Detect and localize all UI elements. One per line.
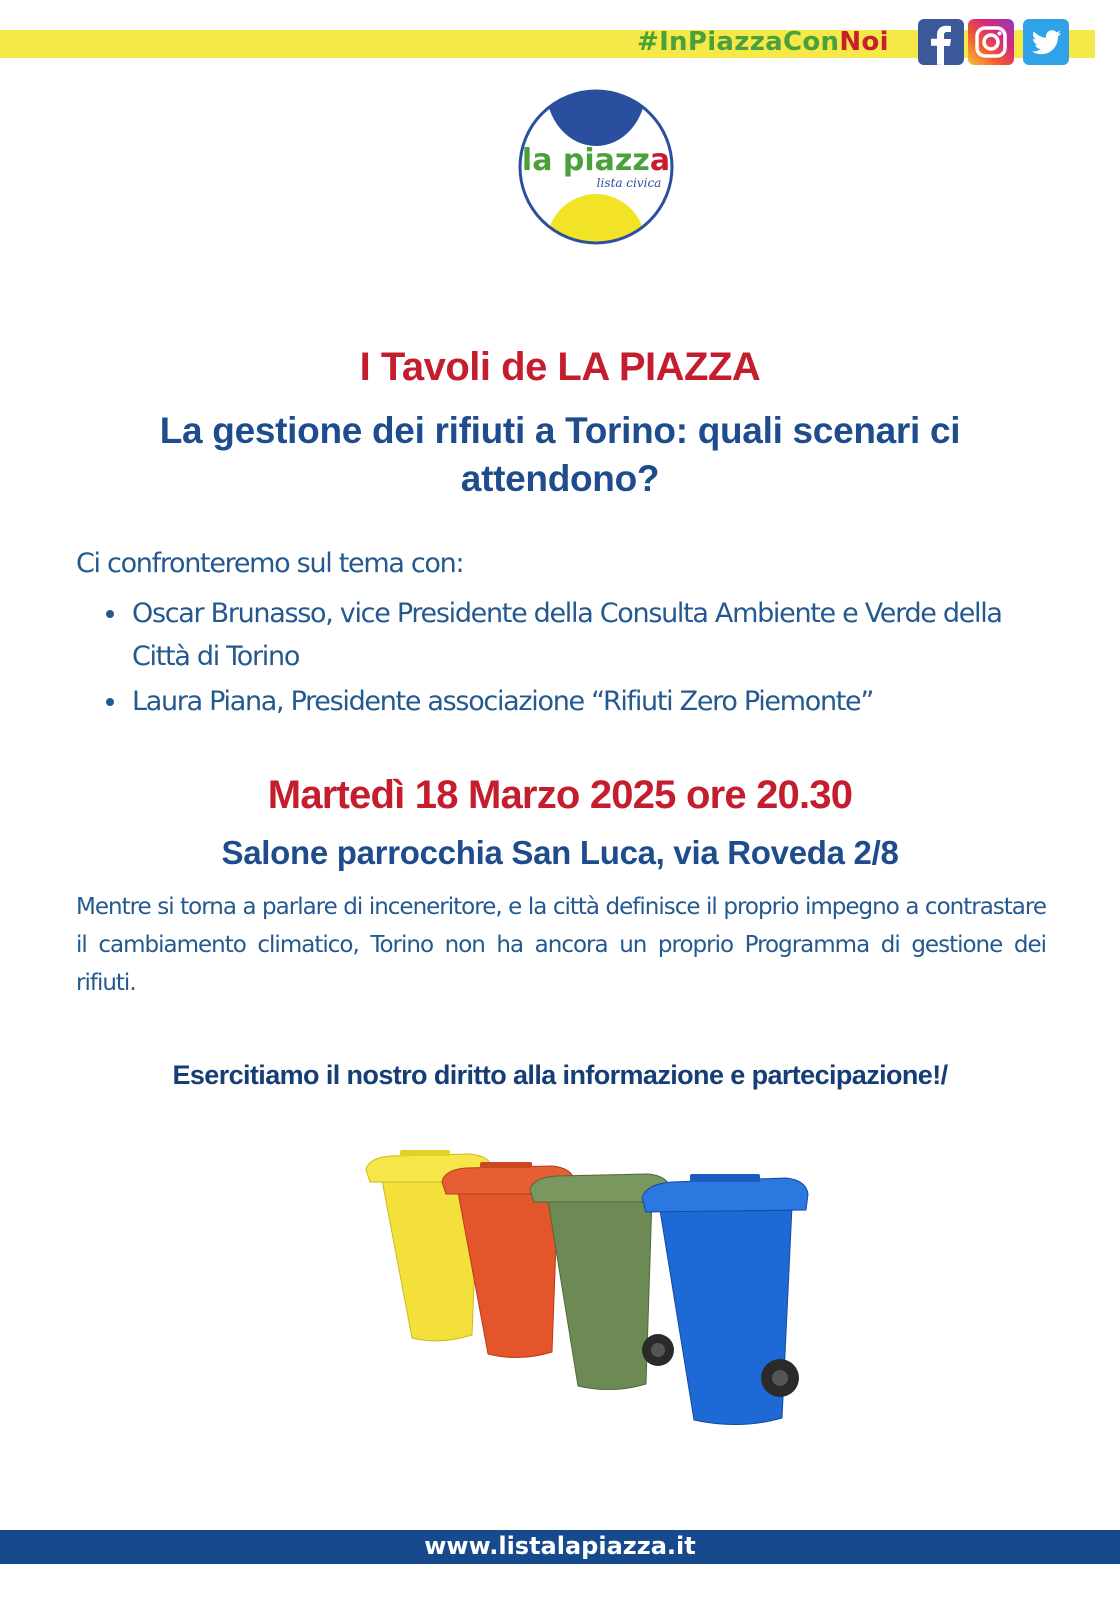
website-link[interactable]: www.listalapiazza.it bbox=[424, 1532, 696, 1560]
call-to-action: Esercitiamo il nostro diritto alla informazione e partecipazione!/ bbox=[172, 1060, 948, 1090]
event-venue: Salone parrocchia San Luca, via Roveda 2/8 bbox=[221, 834, 899, 871]
speaker-item: Laura Piana, Presidente associazione “Rifiuti Zero Piemonte” bbox=[106, 680, 1046, 723]
event-description: Mentre si torna a parlare di inceneritore, e la città definisce il proprio impegno a contrastare il cambiamento climatico, Torino non ha ancora un proprio Programma di gestione dei rifiuti. bbox=[76, 894, 1046, 996]
speaker-item: Oscar Brunasso, vice Presidente della Consulta Ambiente e Verde della Città di Torino bbox=[106, 592, 1046, 678]
topic-line-2: attendono? bbox=[460, 458, 660, 499]
topic-line-1: La gestione dei rifiuti a Torino: quali scenari ci bbox=[159, 410, 961, 451]
recycling-bins-image bbox=[360, 1140, 820, 1450]
hashtag-accent: Noi bbox=[839, 27, 889, 57]
topic-title bbox=[0, 407, 1120, 503]
facebook-icon[interactable] bbox=[918, 19, 964, 65]
instagram-icon[interactable] bbox=[968, 19, 1014, 65]
svg-text:la piazza: la piazza bbox=[521, 143, 671, 178]
intro-text: Ci confronteremo sul tema con: bbox=[76, 548, 464, 579]
la-piazza-logo bbox=[517, 88, 675, 246]
twitter-icon[interactable] bbox=[1023, 19, 1069, 65]
speaker-list bbox=[106, 592, 1046, 725]
svg-text:lista civica: lista civica bbox=[596, 176, 662, 190]
hashtag bbox=[637, 27, 889, 57]
event-date-time: Martedì 18 Marzo 2025 ore 20.30 bbox=[267, 773, 853, 817]
series-title: I Tavoli de LA PIAZZA bbox=[359, 345, 761, 389]
hashtag-main: #InPiazzaCon bbox=[637, 27, 840, 57]
